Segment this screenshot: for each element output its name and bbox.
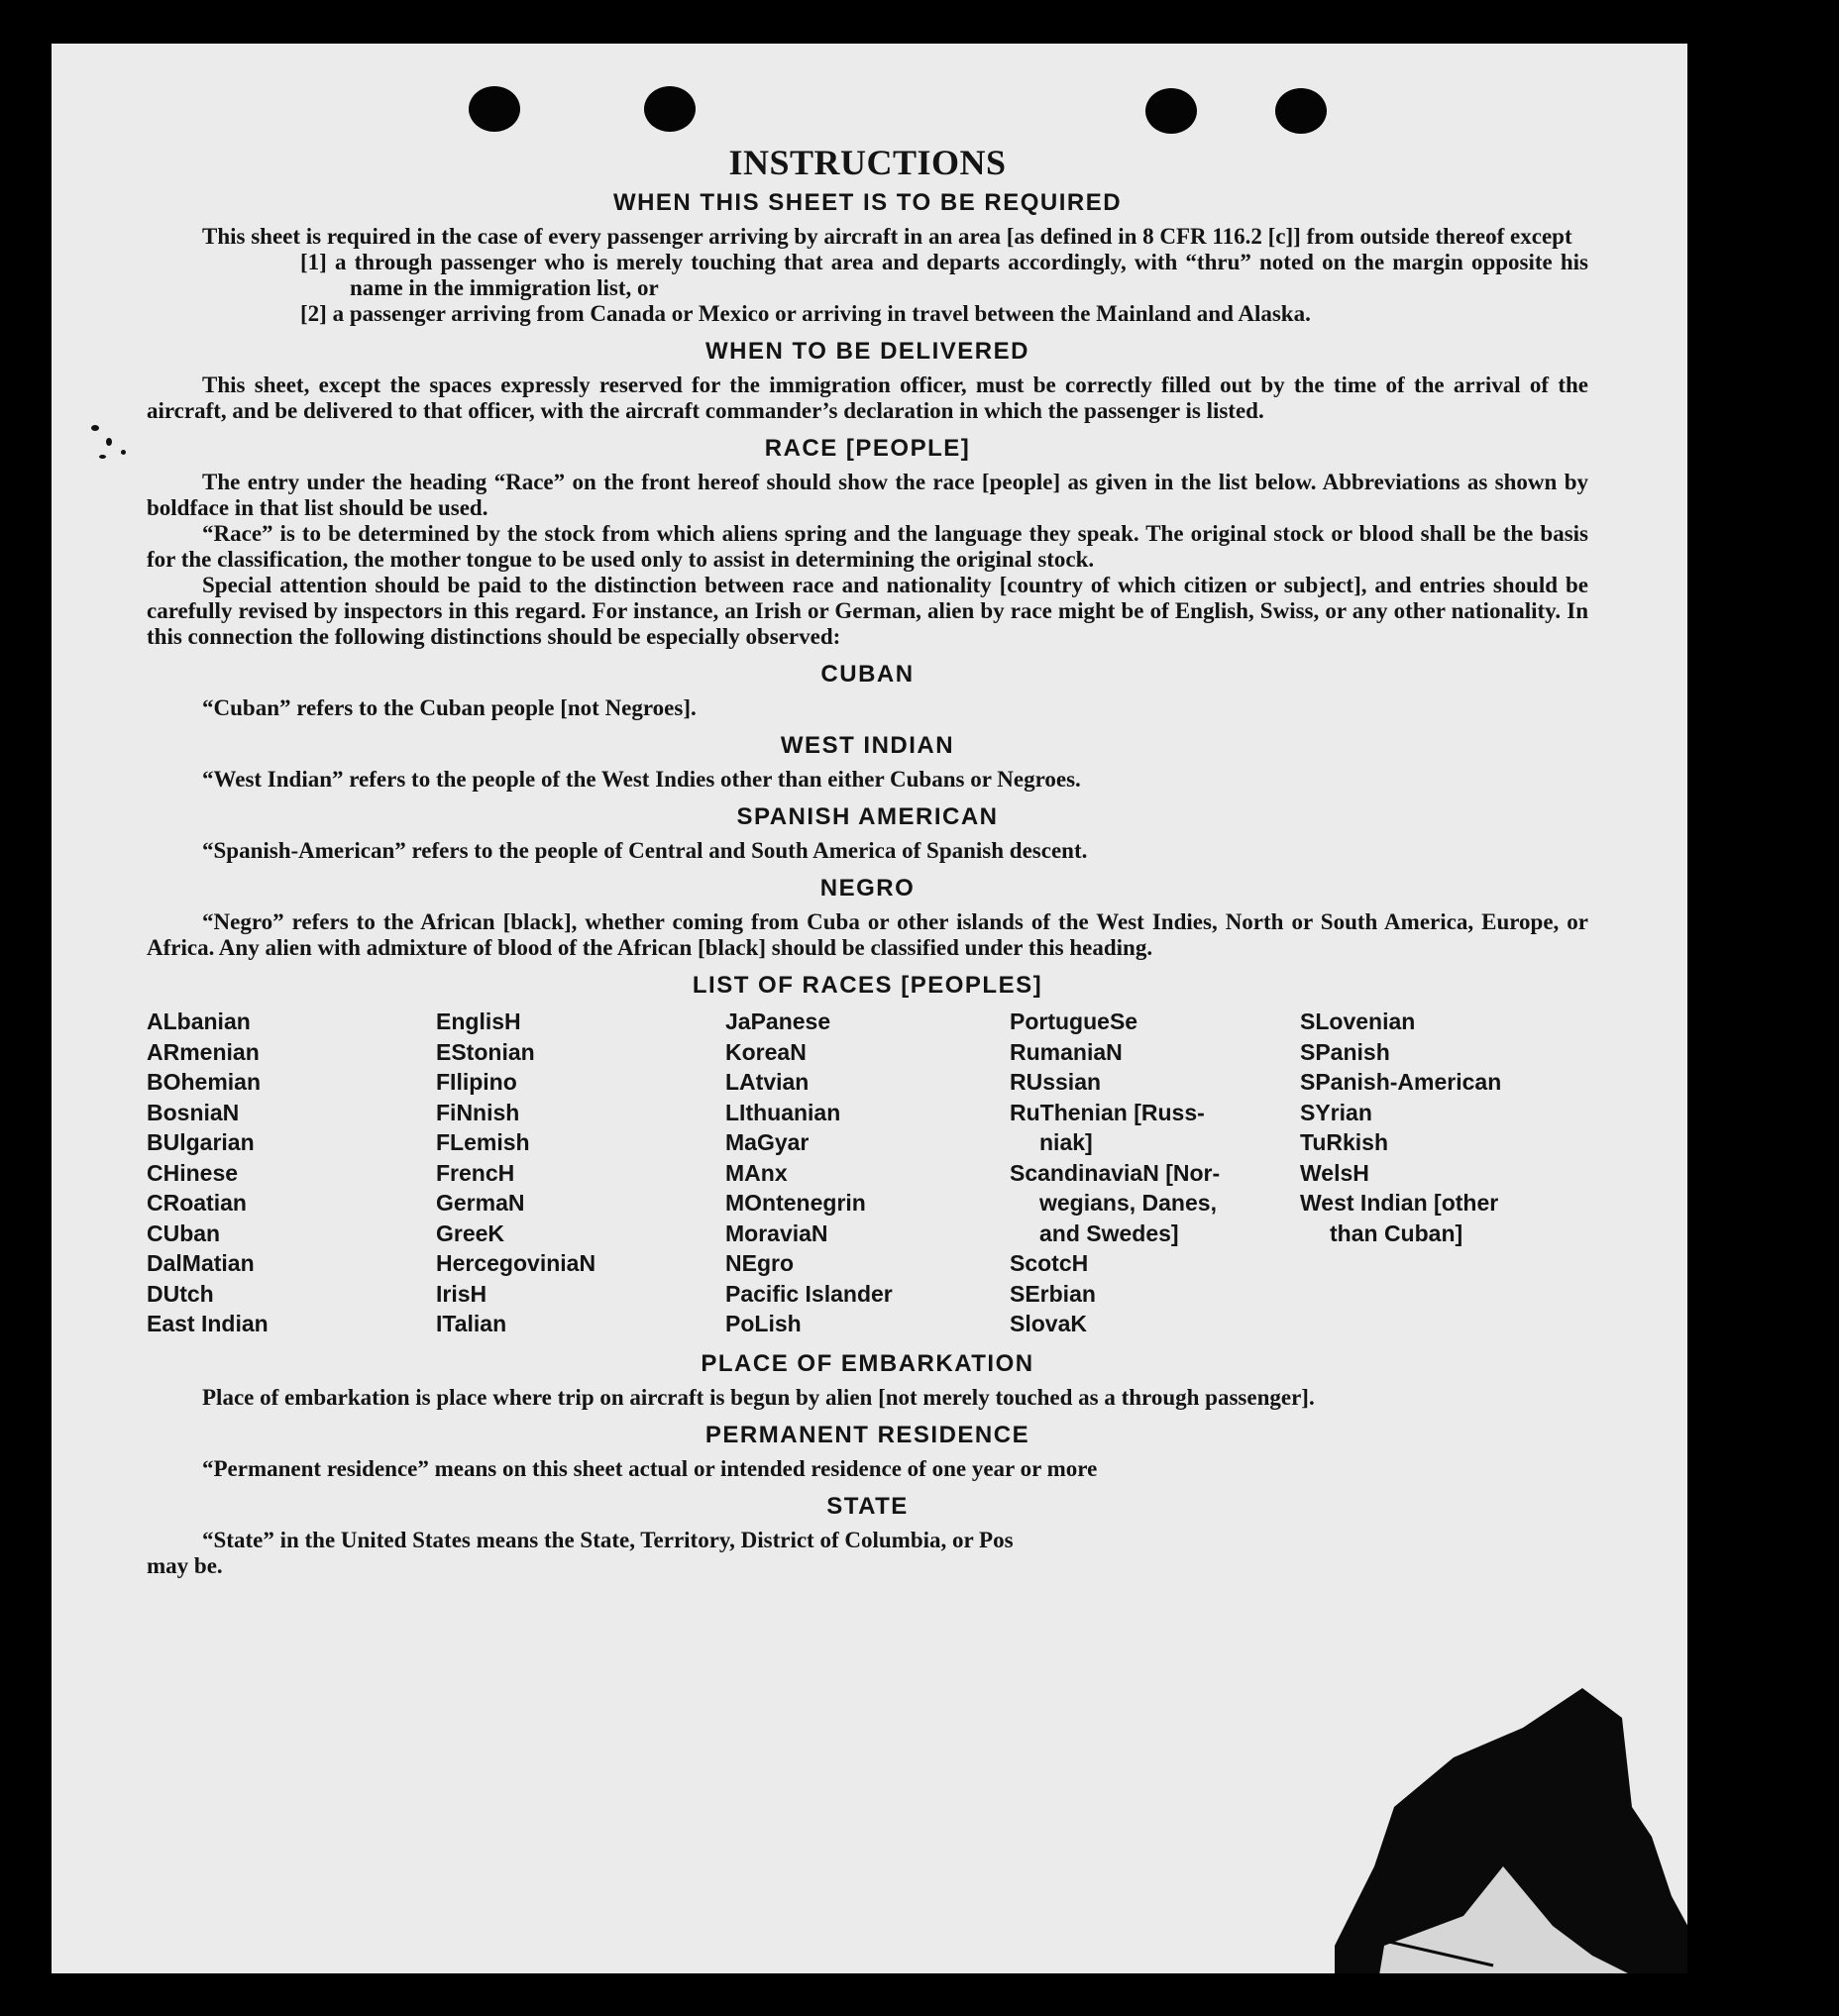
- race-item: TuRkish: [1300, 1129, 1389, 1155]
- section-heading: WHEN THIS SHEET IS TO BE REQUIRED: [612, 189, 1123, 216]
- race-item-continuation: wegians, Danes,: [1039, 1190, 1217, 1216]
- races-column: [1010, 1007, 1300, 1339]
- paragraph-continuation: may be.: [147, 1552, 223, 1578]
- race-item: BOhemian: [147, 1069, 262, 1095]
- race-item: EStonian: [436, 1038, 535, 1065]
- paragraph: “Permanent residence” means on this sheet actual or intended residence of one year or more: [202, 1455, 1098, 1481]
- race-item: SYrian: [1300, 1099, 1372, 1125]
- race-item: West Indian [other: [1300, 1190, 1499, 1216]
- race-item: LIthuanian: [725, 1099, 841, 1125]
- race-item: ScandinaviaN [Nor-: [1010, 1159, 1221, 1186]
- race-item: CRoatian: [147, 1190, 247, 1216]
- races-column: [725, 1007, 1010, 1339]
- race-item: FrencH: [436, 1159, 515, 1186]
- race-item: JaPanese: [725, 1008, 831, 1034]
- paragraph: “State” in the United States means the State, Territory, District of Columbia, or Pos: [202, 1527, 1014, 1552]
- paragraph: The entry under the heading “Race” on the front hereof should show the race [people] as given in the list below. Abbreviations as shown by boldface in that list should be used.: [147, 470, 1588, 520]
- section-heading: WEST INDIAN: [780, 732, 955, 759]
- section-heading: STATE: [826, 1492, 909, 1520]
- section-heading: LIST OF RACES [PEOPLES]: [692, 972, 1043, 999]
- race-item: SlovaK: [1010, 1311, 1087, 1336]
- section-heading: CUBAN: [820, 661, 915, 688]
- race-item: RuThenian [Russ-: [1010, 1099, 1205, 1125]
- race-item: CHinese: [147, 1159, 239, 1186]
- ink-speck: [106, 438, 112, 446]
- ink-speck: [121, 450, 126, 455]
- race-item: FiNnish: [436, 1099, 520, 1125]
- race-item: RUssian: [1010, 1069, 1102, 1095]
- race-item: MOntenegrin: [725, 1190, 866, 1216]
- race-item: LAtvian: [725, 1069, 810, 1095]
- page-title: INSTRUCTIONS: [728, 143, 1007, 182]
- paragraph: “Race” is to be determined by the stock from which aliens spring and the language they speak. The original stock or blood shall be the basis for the classification, the mother tongue to be used only to assist in determining the original stock.: [147, 521, 1588, 572]
- section-heading: NEGRO: [819, 875, 916, 902]
- punch-hole: [1145, 88, 1197, 134]
- paragraph: This sheet, except the spaces expressly reserved for the immigration officer, must be correctly filled out by the time of the arrival of the aircraft, and be delivered to that officer, with the aircraft commander’s declaration in which the passenger is listed.: [147, 372, 1588, 423]
- race-item: Pacific Islander: [725, 1280, 893, 1307]
- ink-speck: [99, 455, 106, 459]
- races-column: [147, 1007, 436, 1339]
- section-heading: SPANISH AMERICAN: [736, 803, 999, 830]
- race-item: BosniaN: [147, 1099, 240, 1125]
- paragraph: Special attention should be paid to the distinction between race and nationality [country of which citizen or subject], and entries should be carefully revised by inspectors in this regard. For instance, an Irish or German, alien by race might be of English, Swiss, or any other nationality. In this connection the following distinctions should be especially observed:: [147, 573, 1588, 649]
- document-sheet: [52, 44, 1687, 1973]
- race-item: FLemish: [436, 1129, 530, 1155]
- paragraph: This sheet is required in the case of every passenger arriving by aircraft in an area [as defined in 8 CFR 116.2 [c]] from outside thereof except: [202, 224, 1572, 249]
- torn-corner: [1335, 1688, 1687, 1973]
- race-item: SErbian: [1010, 1280, 1096, 1307]
- races-column: [436, 1007, 725, 1339]
- section-heading: PERMANENT RESIDENCE: [704, 1421, 1030, 1448]
- race-item: NEgro: [725, 1250, 794, 1276]
- race-item: ScotcH: [1010, 1250, 1089, 1276]
- race-item: DUtch: [147, 1280, 214, 1307]
- paragraph: “Spanish-American” refers to the people of Central and South America of Spanish descent.: [202, 838, 1088, 863]
- race-item: DalMatian: [147, 1250, 255, 1276]
- race-item: MaGyar: [725, 1129, 810, 1155]
- race-item: SLovenian: [1300, 1008, 1416, 1034]
- races-column: [1300, 1007, 1588, 1339]
- race-item-continuation: and Swedes]: [1039, 1220, 1179, 1246]
- punch-hole: [1275, 88, 1327, 134]
- section-heading: RACE [PEOPLE]: [764, 435, 971, 462]
- race-item: MAnx: [725, 1159, 788, 1186]
- section-heading: PLACE OF EMBARKATION: [701, 1349, 1034, 1377]
- punch-hole: [469, 86, 520, 132]
- race-item: EnglisH: [436, 1008, 521, 1034]
- race-item: ITalian: [436, 1311, 507, 1336]
- race-item: East Indian: [147, 1311, 269, 1336]
- race-item: GermaN: [436, 1190, 525, 1216]
- race-item: CUban: [147, 1220, 221, 1246]
- race-item: PortugueSe: [1010, 1008, 1138, 1034]
- race-item-continuation: niak]: [1039, 1129, 1093, 1155]
- instructions-body: [147, 141, 1588, 1579]
- paragraph: “West Indian” refers to the people of the West Indies other than either Cubans or Negroes.: [202, 767, 1081, 792]
- race-item: GreeK: [436, 1220, 505, 1246]
- race-item: SPanish-American: [1300, 1069, 1502, 1095]
- race-item: SPanish: [1300, 1038, 1390, 1065]
- races-list: [147, 1007, 1588, 1339]
- punch-hole: [644, 86, 696, 132]
- paragraph: “Negro” refers to the African [black], whether coming from Cuba or other islands of the West Indies, North or South America, Europe, or Africa. Any alien with admixture of blood of the African [black] should be classified under this heading.: [147, 909, 1588, 960]
- race-item: PoLish: [725, 1311, 802, 1336]
- race-item: BUlgarian: [147, 1129, 255, 1155]
- race-item: MoraviaN: [725, 1220, 828, 1246]
- list-item: [2] a passenger arriving from Canada or Mexico or arriving in travel between the Mainland and Alaska.: [300, 301, 1311, 326]
- race-item: RumaniaN: [1010, 1038, 1123, 1065]
- race-item: HercegoviniaN: [436, 1250, 596, 1276]
- section-heading: WHEN TO BE DELIVERED: [705, 338, 1029, 365]
- ink-speck: [91, 425, 99, 431]
- list-item: [1] a through passenger who is merely touching that area and departs accordingly, with “thru” noted on the margin opposite his name in the immigration list, or: [300, 250, 1588, 300]
- paragraph: Place of embarkation is place where trip on aircraft is begun by alien [not merely touched as a through passenger].: [202, 1384, 1315, 1410]
- race-item: FIlipino: [436, 1069, 517, 1095]
- race-item: WelsH: [1300, 1159, 1369, 1186]
- race-item: IrisH: [436, 1280, 487, 1307]
- race-item: KoreaN: [725, 1038, 807, 1065]
- paragraph: “Cuban” refers to the Cuban people [not Negroes].: [202, 695, 697, 720]
- race-item: ARmenian: [147, 1038, 260, 1065]
- race-item: ALbanian: [147, 1008, 251, 1034]
- race-item-continuation: than Cuban]: [1330, 1220, 1463, 1246]
